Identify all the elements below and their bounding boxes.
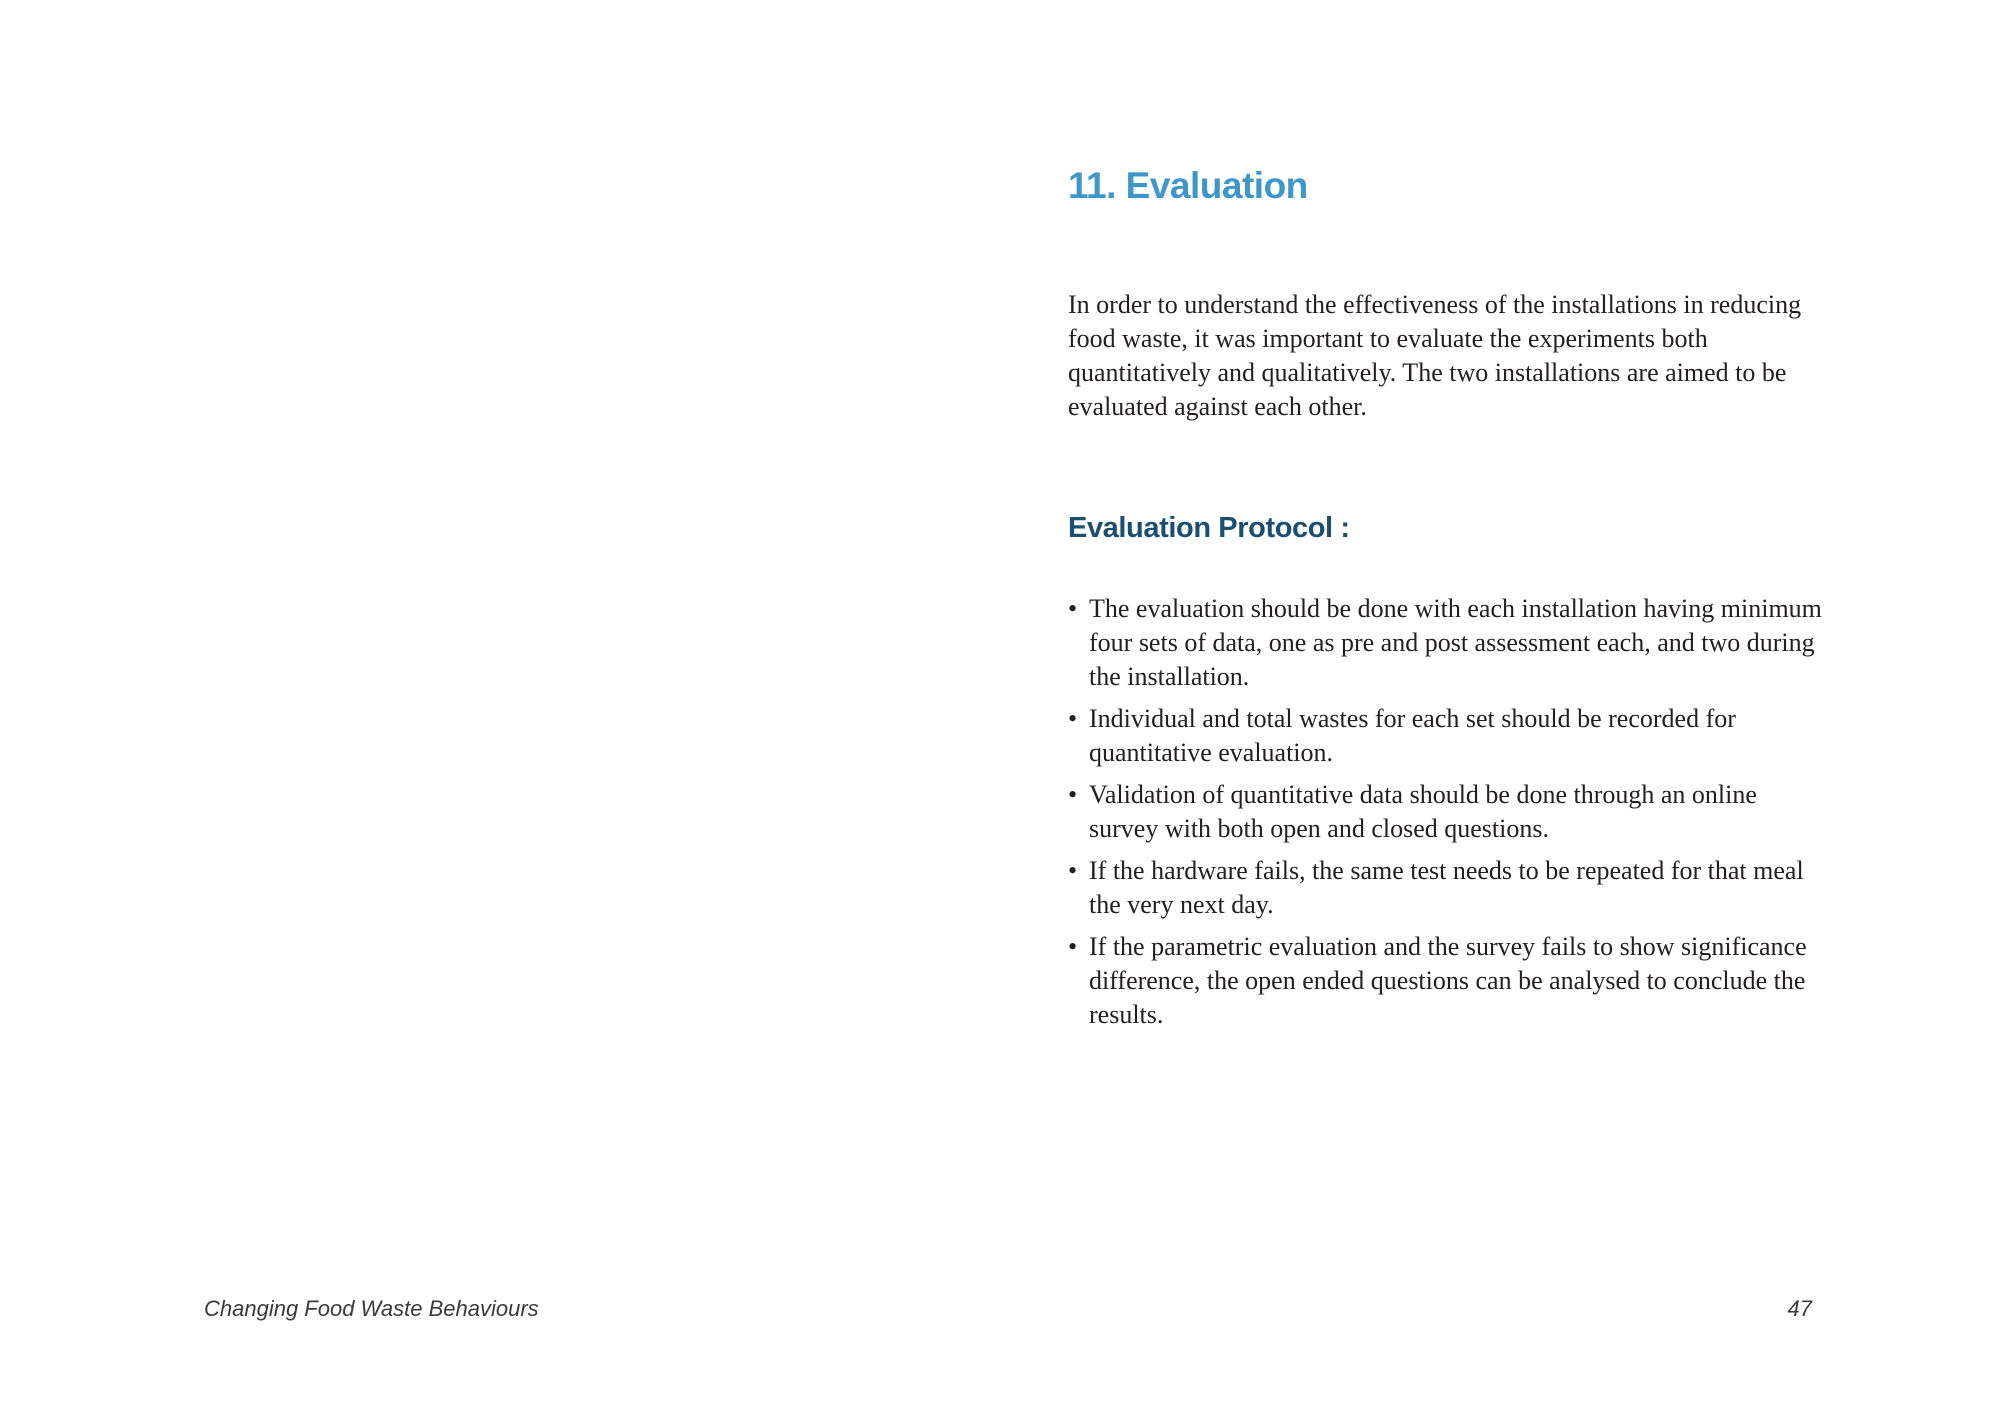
bullet-icon: •	[1068, 780, 1078, 809]
bullet-icon: •	[1068, 932, 1078, 961]
list-item	[1068, 854, 1828, 922]
list-item	[1068, 930, 1828, 1032]
footer-book-title: Changing Food Waste Behaviours	[204, 1296, 539, 1321]
bullet-icon: •	[1068, 704, 1078, 733]
section-title: 11. Evaluation	[1068, 165, 1308, 206]
protocol-list	[1068, 592, 1828, 1032]
list-item	[1068, 702, 1828, 770]
footer-page-number: 47	[1787, 1296, 1812, 1321]
list-item	[1068, 778, 1828, 846]
bullet-icon: •	[1068, 594, 1078, 623]
list-item	[1068, 592, 1828, 694]
list-item-text: The evaluation should be done with each installation having minimum four sets of data, one as pre and post assessment each, and two during the installation.	[1089, 594, 1822, 691]
bullet-icon: •	[1068, 856, 1078, 885]
page-content	[1068, 160, 1828, 1040]
protocol-heading: Evaluation Protocol :	[1068, 512, 1350, 544]
list-item-text: Validation of quantitative data should be done through an online survey with both open and closed questions.	[1089, 780, 1757, 843]
list-item-text: Individual and total wastes for each set should be recorded for quantitative evaluation.	[1089, 704, 1736, 767]
list-item-text: If the parametric evaluation and the survey fails to show significance difference, the open ended questions can be analysed to conclude the results.	[1089, 932, 1807, 1029]
list-item-text: If the hardware fails, the same test needs to be repeated for that meal the very next day.	[1089, 856, 1804, 919]
intro-paragraph: In order to understand the effectiveness of the installations in reducing food waste, it was important to evaluate the experiments both quantitatively and qualitatively. The two installations are aimed to be evaluated against each other.	[1068, 290, 1802, 421]
